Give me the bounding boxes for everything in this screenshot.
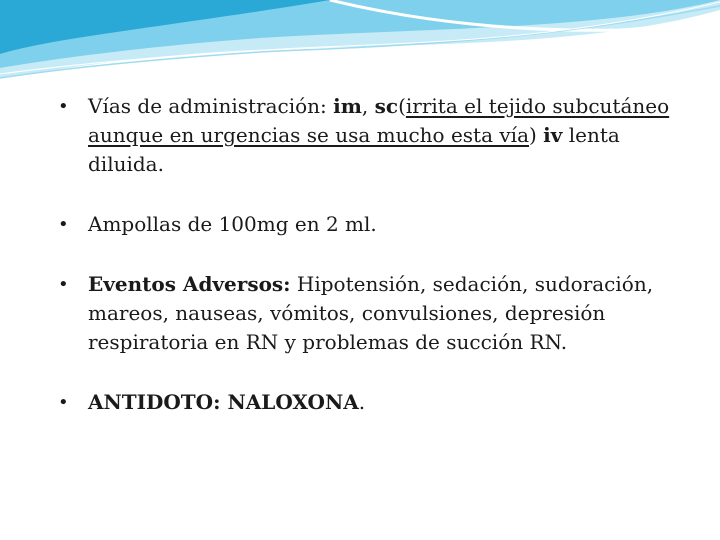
bullet-marker: • [58, 96, 69, 117]
bullet-text-1 [88, 94, 669, 176]
bullet-administration-routes [58, 92, 698, 179]
paren-close: ) [529, 123, 544, 147]
bullet-text-3 [88, 272, 653, 354]
route-iv: iv [543, 123, 563, 147]
routes-label: Vías de administración: [88, 94, 334, 118]
sc-note-underlined: irrita el tejido subcutáneo aunque en urgencias se usa mucho esta vía [88, 94, 670, 147]
bullet-ampoules [58, 210, 698, 239]
iv-note: lenta diluida. [88, 123, 620, 176]
route-sc: sc [374, 94, 399, 118]
route-im: im [333, 94, 362, 118]
antidote-period: . [358, 390, 366, 414]
bullet-marker: • [58, 274, 69, 295]
header-wave-decoration [0, 0, 720, 90]
separator-comma: , [361, 94, 375, 118]
paren-open: ( [398, 94, 406, 118]
bullet-antidote [58, 388, 698, 417]
bullet-marker: • [58, 392, 69, 413]
bullet-text-2: Ampollas de 100mg en 2 ml. [88, 212, 377, 236]
bullet-text-4 [88, 390, 365, 414]
bullet-list [58, 92, 698, 448]
bullet-adverse-events [58, 270, 698, 357]
adverse-events-label: Eventos Adversos: [88, 272, 291, 296]
antidote-label: ANTIDOTO: NALOXONA [88, 390, 359, 414]
adverse-events-list: Hipotensión, sedación, sudoración, mareos, nauseas, vómitos, convulsiones, depresión respiratoria en RN y problemas de succión RN. [88, 272, 654, 354]
bullet-marker: • [58, 214, 69, 235]
